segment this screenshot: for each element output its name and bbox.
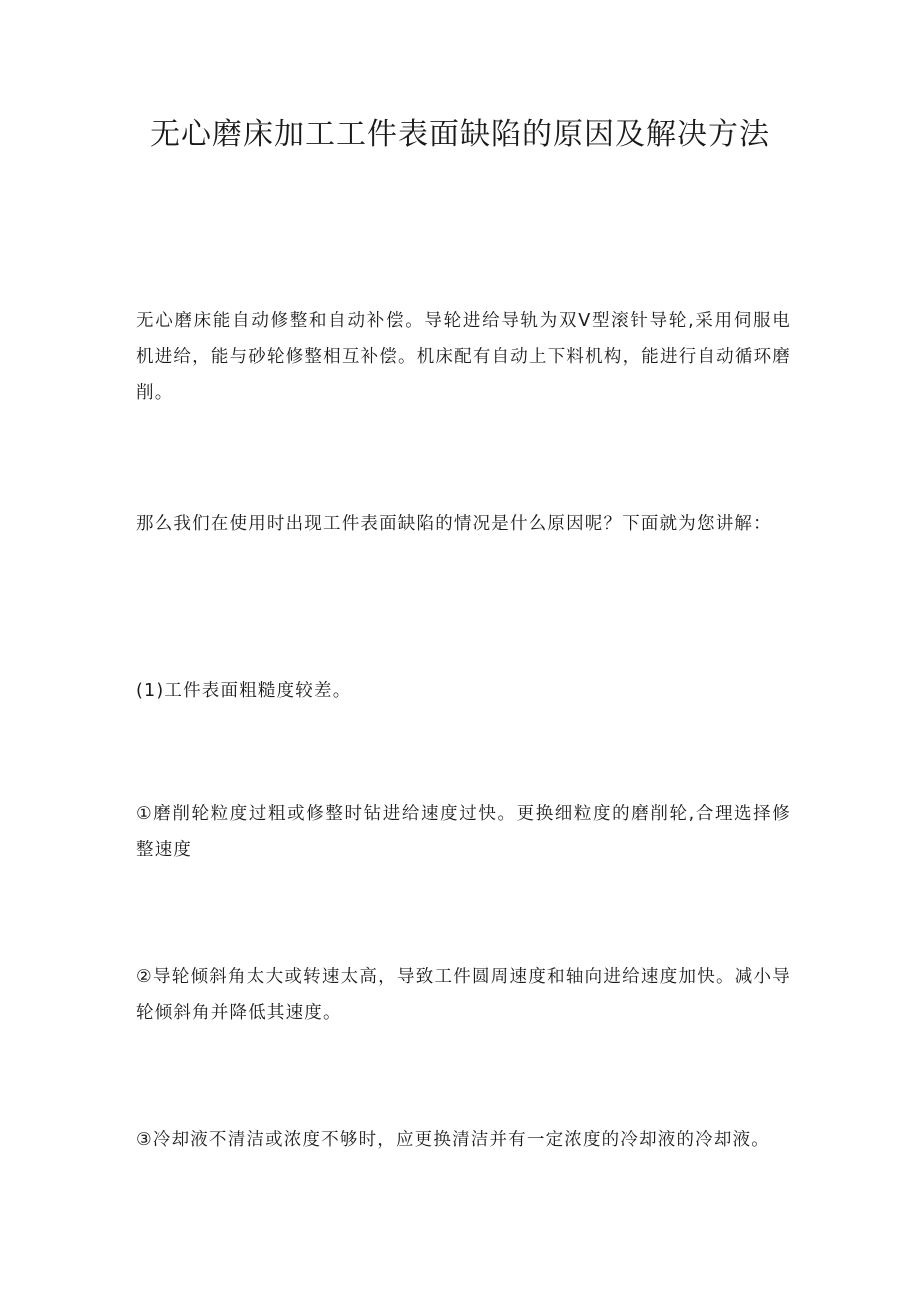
cause-item-1: ①磨削轮粒度过粗或修整时钻进给速度过快。更换细粒度的磨削轮,合理选择修整速度 — [136, 804, 791, 860]
intro-paragraph: 无心磨床能自动修整和自动补偿。导轮进给导轨为双V型滚针导轮,采用伺服电机进给，能与砂轮修整相互补偿。机床配有自动上下料机构，能进行自动循环磨削。 — [136, 311, 791, 403]
document-title: 无心磨床加工工件表面缺陷的原因及解决方法 — [150, 117, 770, 152]
section-heading-1: (1)工件表面粗糙度较差。 — [136, 681, 352, 701]
question-paragraph: 那么我们在使用时出现工件表面缺陷的情况是什么原因呢？下面就为您讲解： — [136, 514, 772, 534]
cause-item-2: ②导轮倾斜角太大或转速太高，导致工件圆周速度和轴向进给速度加快。减小导轮倾斜角并降低其速度。 — [136, 967, 791, 1023]
cause-item-3: ③冷却液不清洁或浓度不够时，应更换清洁并有一定浓度的冷却液的冷却液。 — [136, 1130, 770, 1150]
